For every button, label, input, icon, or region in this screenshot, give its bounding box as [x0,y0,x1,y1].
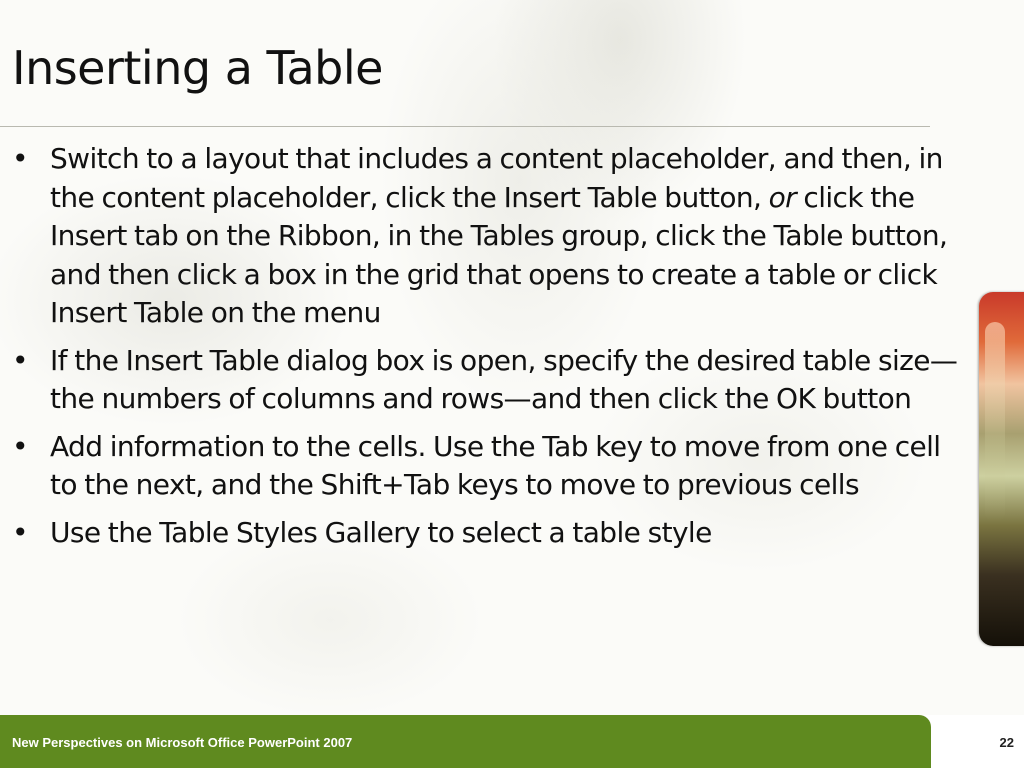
bullet-4-text: Use the Table Styles Gallery to select a table style [50,515,712,549]
title-divider [0,126,930,127]
footer-text: New Perspectives on Microsoft Office PowerPoint 2007 [12,735,353,750]
decorative-photo [979,292,1024,646]
bullet-1-text-start: Switch to a layout that includes a content placeholder, and then, in the content placeholder, click the Insert Table button, [50,142,943,214]
footer-bar [0,715,931,768]
bullet-list [0,140,970,561]
bullet-1-text-end: click the Insert tab on the Ribbon, in the Tables group, click the Table button, and then click a box in the grid that opens to create a table or click Insert Table on the menu [50,180,948,329]
page-number: 22 [999,735,1014,750]
bullet-item-1 [0,140,970,333]
bullet-item-3 [0,428,970,505]
bullet-2-text: If the Insert Table dialog box is open, specify the desired table size—the numbers of columns and rows—and then click the OK button [50,343,958,415]
bullet-3-text: Add information to the cells. Use the Tab key to move from one cell to the next, and the Shift+Tab keys to move to previous cells [50,429,941,501]
footer-page-area [931,715,1024,768]
bullet-1-emphasis: or [768,180,797,214]
slide-title: Inserting a Table [12,41,383,95]
bullet-item-2 [0,342,970,419]
bullet-item-4 [0,514,970,553]
